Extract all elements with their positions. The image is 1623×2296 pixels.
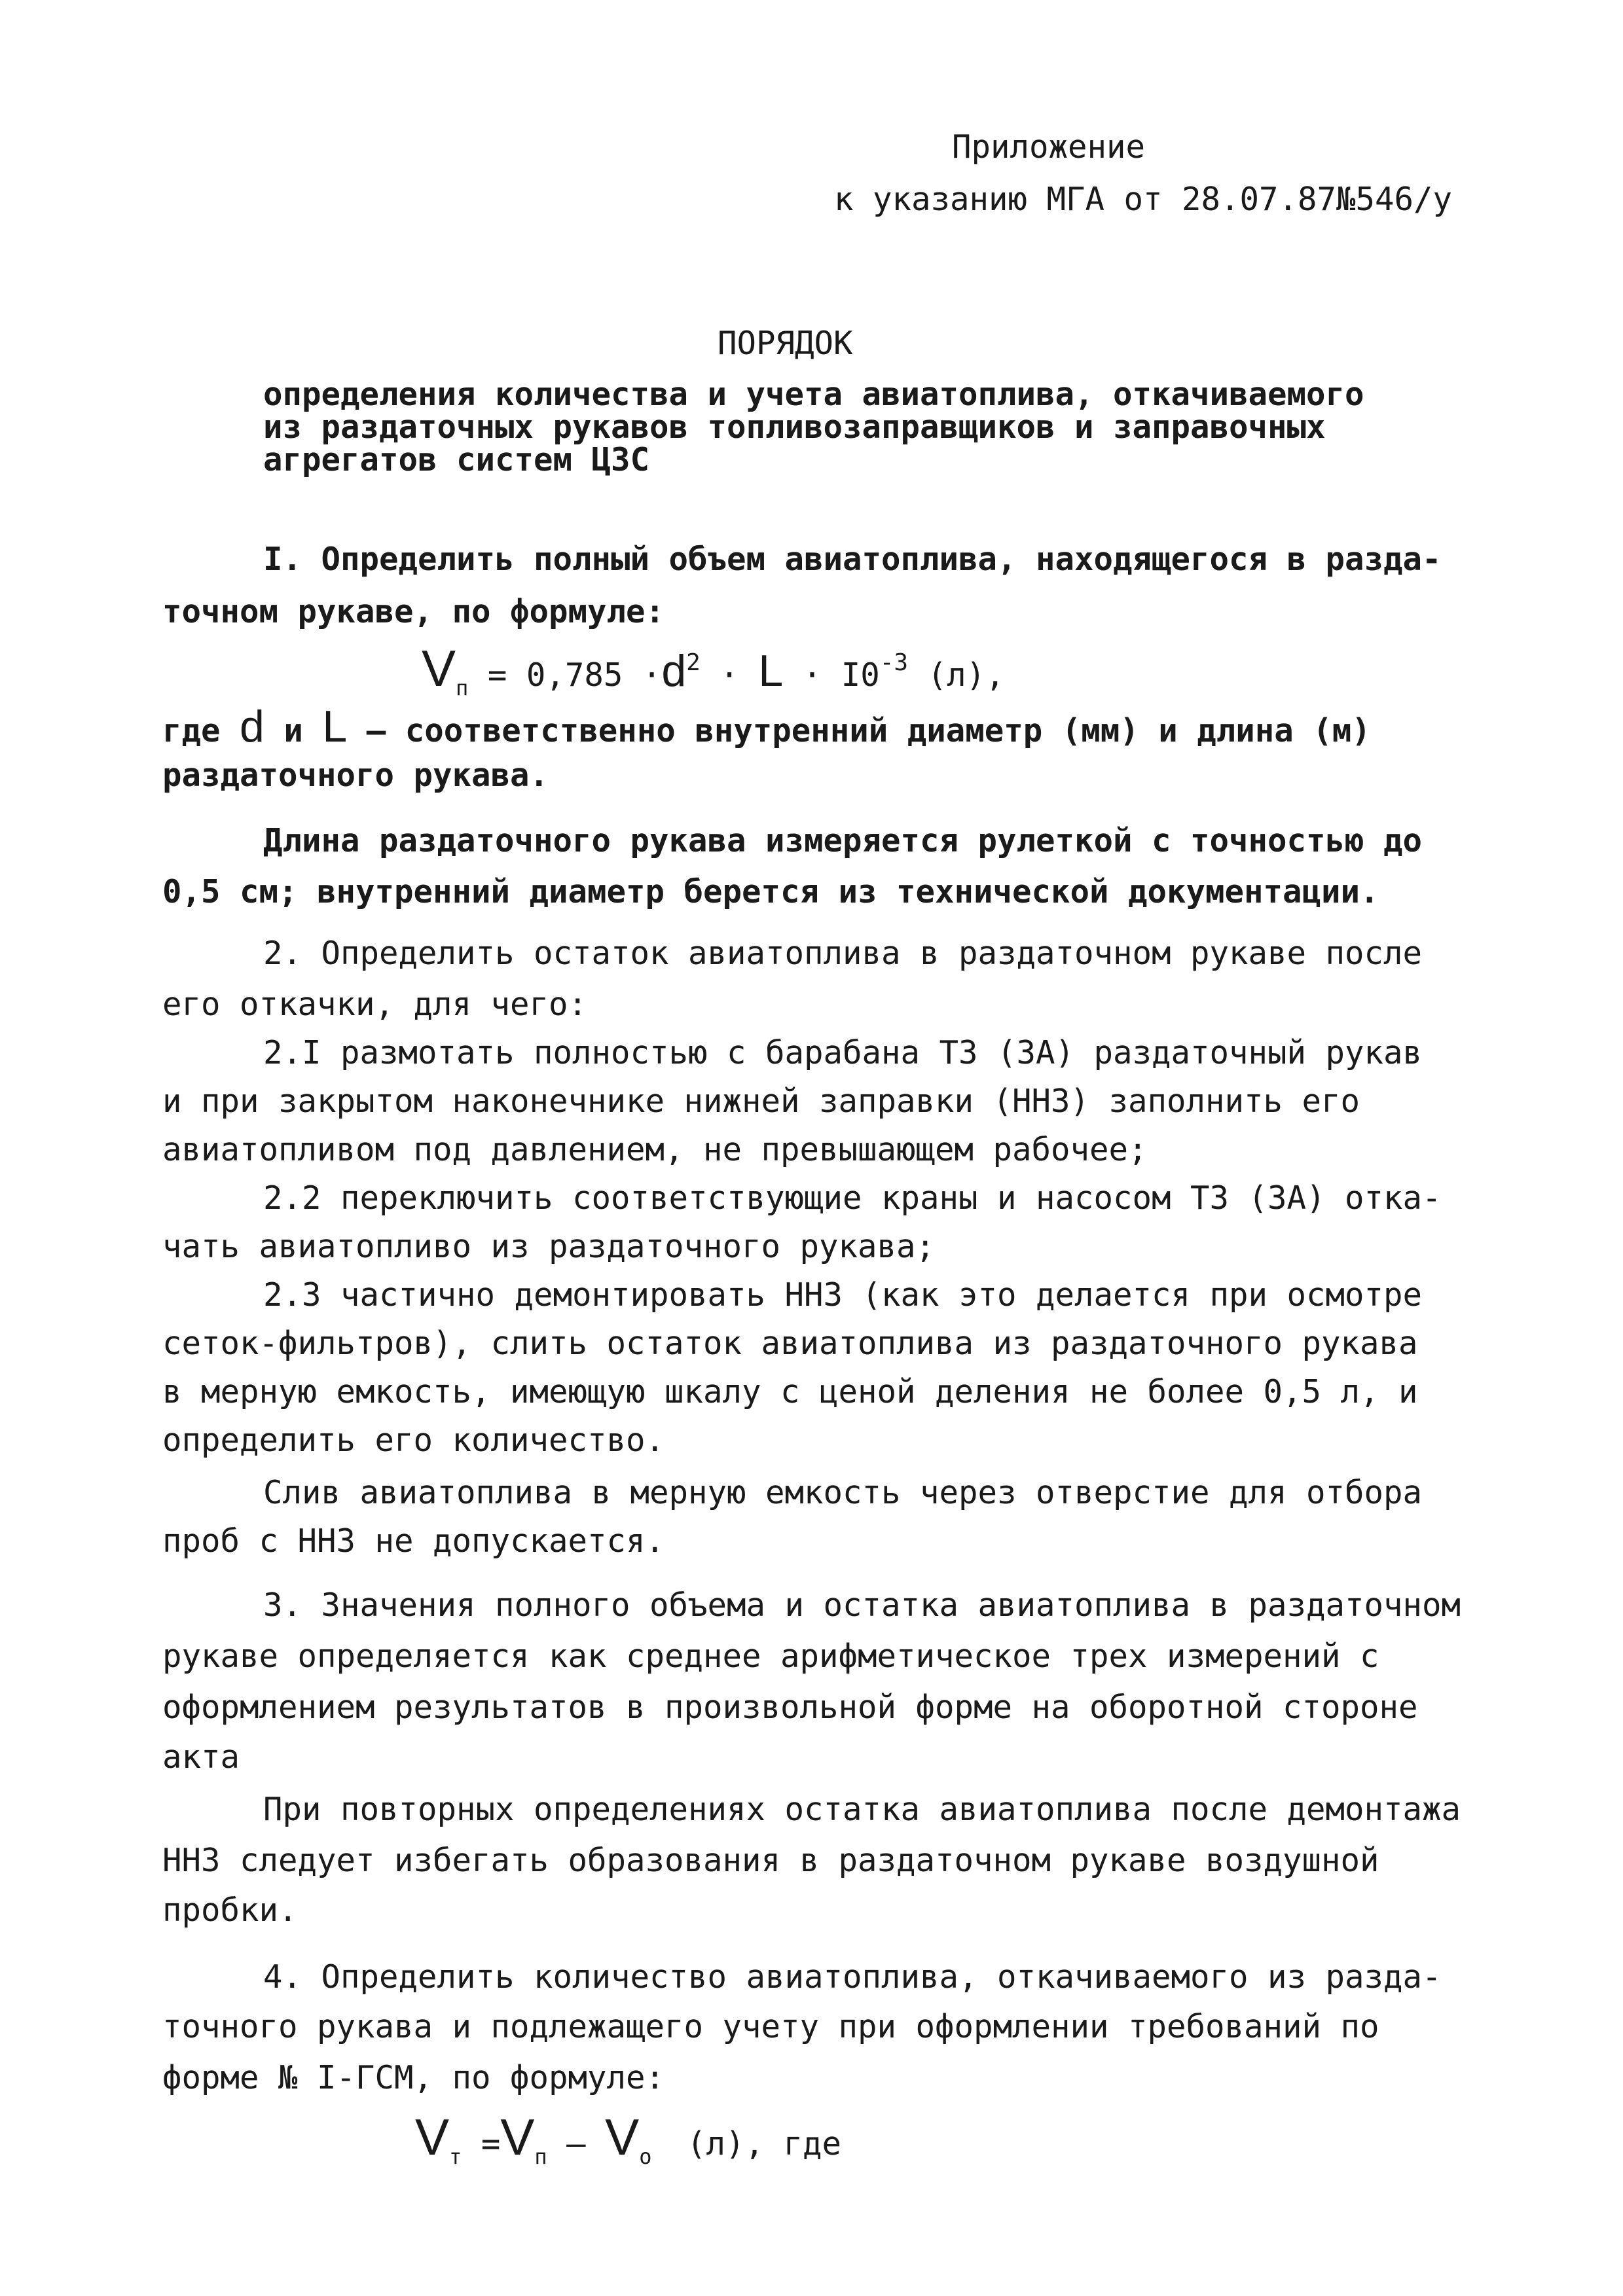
- formula-subscript: т: [449, 2144, 462, 2169]
- formula-legend: [162, 704, 1371, 749]
- formula-subscript: п: [456, 675, 469, 700]
- paragraph-line: рукаве определяется как среднее арифметическое трех измерений с: [162, 1638, 1379, 1675]
- paragraph-line: При повторных определениях остатка авиатоплива после демонтажа: [263, 1791, 1461, 1828]
- legend-word: где: [162, 712, 221, 749]
- paragraph-line: точного рукава и подлежащего учету при оформлении требований по: [162, 2008, 1379, 2045]
- paragraph-line: определить его количество.: [162, 1422, 665, 1459]
- legend-word: и: [283, 712, 303, 749]
- document-title: ПОРЯДОК: [718, 325, 853, 362]
- paragraph-line: ННЗ следует избегать образования в раздаточном рукаве воздушной: [162, 1842, 1379, 1879]
- formula-tail: (л), где: [686, 2125, 841, 2162]
- title-subtitle-line: агрегатов систем ЦЗС: [263, 441, 650, 478]
- paragraph-line: авиатопливом под давлением, не превышающем рабочее;: [162, 1131, 1148, 1168]
- formula-symbol-d: d: [661, 646, 687, 696]
- formula-exponent: 2: [686, 649, 701, 676]
- formula-operator: –: [566, 2125, 586, 2162]
- paragraph-line: и при закрытом наконечнике нижней заправки (ННЗ) заполнить его: [162, 1083, 1360, 1120]
- paragraph-line: в мерную емкость, имеющую шкалу с ценой деления не более 0,5 л, и: [162, 1373, 1418, 1410]
- paragraph-line: I. Определить полный объем авиатоплива, находящегося в разда-: [263, 541, 1442, 578]
- paragraph-line: раздаточного рукава.: [162, 757, 549, 794]
- appendix-label: Приложение: [952, 128, 1146, 166]
- paragraph-line: его откачки, для чего:: [162, 986, 588, 1023]
- formula-subscript: п: [534, 2144, 547, 2169]
- paragraph-line: 0,5 см; внутренний диаметр берется из технической документации.: [162, 873, 1379, 910]
- paragraph-line: сеток-фильтров), слить остаток авиатоплива из раздаточного рукава: [162, 1325, 1418, 1362]
- paragraph-line: 2.2 переключить соответствующие краны и насосом ТЗ (ЗА) отка-: [263, 1179, 1442, 1217]
- paragraph-line: 2. Определить остаток авиатоплива в раздаточном рукаве после: [263, 935, 1423, 972]
- formula-symbol-v: V: [415, 2108, 450, 2166]
- formula-full-volume: [422, 639, 1005, 700]
- formula-symbol-v: V: [500, 2108, 535, 2166]
- formula-operator: =: [481, 2125, 501, 2162]
- formula-operator: ·: [720, 656, 739, 694]
- paragraph-line: проб с ННЗ не допускается.: [162, 1522, 665, 1560]
- formula-symbol-l: L: [758, 646, 784, 696]
- paragraph-line: Слив авиатоплива в мерную емкость через отверстие для отбора: [263, 1474, 1423, 1511]
- title-subtitle-line: из раздаточных рукавов топливозаправщиков и заправочных: [263, 408, 1326, 446]
- paragraph-line: точном рукаве, по формуле:: [162, 593, 665, 630]
- formula-exponent: -3: [879, 649, 909, 676]
- paragraph-line: пробки.: [162, 1892, 298, 1929]
- paragraph-line: 4. Определить количество авиатоплива, откачиваемого из разда-: [263, 1958, 1442, 1996]
- paragraph-line: 3. Значения полного объема и остатка авиатоплива в раздаточном: [263, 1587, 1461, 1624]
- formula-coefficient: = 0,785 ·: [487, 656, 662, 694]
- legend-symbol-d: d: [240, 702, 264, 751]
- formula-unit: (л),: [927, 656, 1005, 694]
- paragraph-line: чать авиатопливо из раздаточного рукава;: [162, 1228, 936, 1265]
- formula-transfer-volume: [415, 2108, 841, 2169]
- legend-symbol-l: L: [322, 702, 348, 751]
- paragraph-line: 2.3 частично демонтировать ННЗ (как это делается при осмотре: [263, 1276, 1423, 1314]
- formula-symbol-v: V: [605, 2108, 640, 2166]
- formula-symbol-v: V: [422, 639, 456, 697]
- formula-subscript: о: [639, 2144, 652, 2169]
- paragraph-line: форме № I-ГСМ, по формуле:: [162, 2059, 665, 2096]
- appendix-reference: к указанию МГА от 28.07.87№546/у: [834, 181, 1453, 218]
- title-subtitle-line: определения количества и учета авиатоплива, откачиваемого: [263, 376, 1364, 413]
- legend-text: – соответственно внутренний диаметр (мм) и длина (м): [366, 712, 1371, 749]
- paragraph-line: Длина раздаточного рукава измеряется рулеткой с точностью до: [263, 822, 1423, 859]
- formula-power-of-ten: · I0: [802, 656, 880, 694]
- paragraph-line: 2.I размотать полностью с барабана ТЗ (ЗА) раздаточный рукав: [263, 1034, 1423, 1071]
- paragraph-line: акта: [162, 1738, 240, 1776]
- paragraph-line: оформлением результатов в произвольной форме на оборотной стороне: [162, 1689, 1418, 1726]
